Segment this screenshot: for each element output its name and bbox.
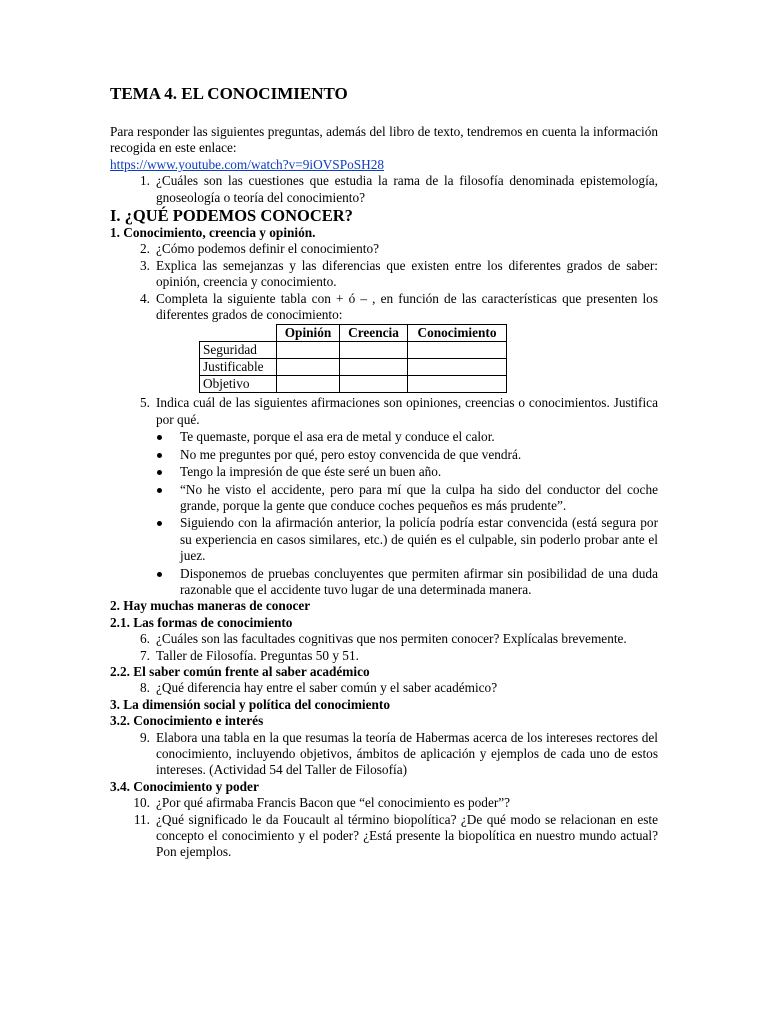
list-item	[110, 464, 658, 480]
question-2	[110, 241, 658, 257]
table-row	[200, 342, 507, 359]
question-text: Indica cuál de las siguientes afirmaciones son opiniones, creencias o conocimientos. Justifica por qué.	[156, 395, 658, 427]
bullet-icon	[157, 453, 162, 458]
list-item	[110, 447, 658, 463]
question-text: ¿Por qué afirmaba Francis Bacon que “el conocimiento es poder”?	[156, 795, 511, 811]
bullet-text: Siguiendo con la afirmación anterior, la policía podría estar convencida (está segura por su experiencia en casos similares, etc.) de quién es el culpable, sin poderlo probar ante el juez.	[180, 515, 658, 564]
bullet-text: “No he visto el accidente, pero para mí que la culpa ha sido del conductor del coche grande, porque la gente que conduce coches pequeños es más prudente”.	[180, 481, 658, 513]
list-item	[110, 482, 658, 515]
table-row	[200, 376, 507, 393]
question-text: Taller de Filosofía. Preguntas 50 y 51.	[156, 647, 359, 663]
youtube-link[interactable]: https://www.youtube.com/watch?v=9iOVSPoSH28	[110, 156, 385, 172]
bullet-icon	[157, 572, 162, 577]
table-row	[200, 359, 507, 376]
table-header-row	[200, 325, 507, 342]
bullet-icon	[157, 521, 162, 526]
section-heading-1: I. ¿QUÉ PODEMOS CONOCER?	[110, 206, 353, 226]
row-label: Justificable	[200, 359, 277, 376]
question-6	[110, 631, 658, 647]
row-label: Objetivo	[200, 376, 277, 393]
question-number: 2.	[140, 241, 150, 257]
table-cell	[277, 376, 340, 393]
table-cell	[277, 359, 340, 376]
page-title: TEMA 4. EL CONOCIMIENTO	[110, 84, 348, 103]
subsection-heading-2-1: 2.1. Las formas de conocimiento	[110, 614, 293, 630]
question-number: 5.	[140, 395, 150, 411]
question-9	[110, 730, 658, 779]
table-cell	[408, 359, 507, 376]
question-text: Elabora una tabla en la que resumas la teoría de Habermas acerca de los intereses rectores del conocimiento, incluyendo objetivos, ámbitos de aplicación y ejemplos de cada uno de estos intereses. (Actividad 54 del Taller de Filosofía)	[156, 729, 658, 778]
question-number: 8.	[140, 680, 150, 696]
section-heading-2: 2. Hay muchas maneras de conocer	[110, 598, 311, 614]
question-5	[110, 395, 658, 428]
question-4	[110, 291, 658, 324]
question-3	[110, 258, 658, 291]
question-number: 10.	[133, 795, 150, 811]
table-cell	[340, 359, 408, 376]
table-cell	[408, 342, 507, 359]
bullet-icon	[157, 435, 162, 440]
table-header-creencia: Creencia	[340, 325, 408, 342]
question-text: ¿Cuáles son las cuestiones que estudia la rama de la filosofía denominada epistemología, gnoseología o teoría del conocimiento?	[156, 173, 658, 205]
question-7	[110, 648, 658, 664]
question-text: ¿Cómo podemos definir el conocimiento?	[156, 241, 380, 257]
table-cell	[340, 376, 408, 393]
intro-paragraph: Para responder las siguientes preguntas, además del libro de texto, tendremos en cuenta la información recogida en este enlace:	[110, 124, 658, 156]
question-1	[110, 173, 658, 206]
section-heading-3: 3. La dimensión social y política del conocimiento	[110, 696, 390, 712]
table-header-opinion: Opinión	[277, 325, 340, 342]
list-item	[110, 515, 658, 564]
question-number: 1.	[140, 173, 150, 189]
subsection-heading-1: 1. Conocimiento, creencia y opinión.	[110, 225, 316, 241]
question-number: 9.	[140, 729, 150, 745]
question-number: 7.	[140, 647, 150, 663]
document-page	[110, 84, 658, 861]
subsection-heading-3-2: 3.2. Conocimiento e interés	[110, 713, 264, 729]
question-text: Completa la siguiente tabla con + ó – , en función de las características que presenten los diferentes grados de conocimiento:	[156, 290, 658, 323]
question-10	[110, 795, 658, 811]
question-number: 4.	[140, 290, 150, 306]
question-text: ¿Cuáles son las facultades cognitivas que nos permiten conocer? Explícalas brevemente.	[156, 631, 627, 647]
bullet-icon	[157, 470, 162, 475]
bullet-text: No me preguntes por qué, pero estoy convencida de que vendrá.	[180, 446, 522, 462]
question-number: 3.	[140, 257, 150, 273]
question-number: 6.	[140, 631, 150, 647]
list-item	[110, 566, 658, 599]
bullet-text: Tengo la impresión de que éste seré un buen año.	[180, 464, 442, 480]
bullet-text: Te quemaste, porque el asa era de metal y conduce el calor.	[180, 429, 495, 445]
question-text: ¿Qué diferencia hay entre el saber común y el saber académico?	[156, 680, 498, 696]
table-header-conocimiento: Conocimiento	[408, 325, 507, 342]
table-cell	[340, 342, 408, 359]
table-cell	[408, 376, 507, 393]
list-item	[110, 429, 658, 445]
subsection-heading-2-2: 2.2. El saber común frente al saber académico	[110, 663, 370, 679]
bullet-text: Disponemos de pruebas concluyentes que permiten afirmar sin posibilidad de una duda razonable que el accidente tuvo lugar de una determinada manera.	[180, 565, 658, 597]
knowledge-grades-table	[199, 324, 507, 393]
question-8	[110, 680, 658, 696]
subsection-heading-3-4: 3.4. Conocimiento y poder	[110, 778, 259, 794]
table-header-empty	[200, 325, 277, 342]
question-text: ¿Qué significado le da Foucault al término biopolítica? ¿De qué modo se relacionan en este concepto el conocimiento y el poder? ¿Está presente la biopolítica en nuestro mundo actual? Pon ejemplos.	[156, 811, 658, 860]
question-text: Explica las semejanzas y las diferencias que existen entre los diferentes grados de saber: opinión, creencia y conocimiento.	[156, 257, 658, 290]
table-cell	[277, 342, 340, 359]
question-number: 11.	[133, 811, 150, 827]
bullet-icon	[157, 488, 162, 493]
question-11	[110, 812, 658, 861]
row-label: Seguridad	[200, 342, 277, 359]
